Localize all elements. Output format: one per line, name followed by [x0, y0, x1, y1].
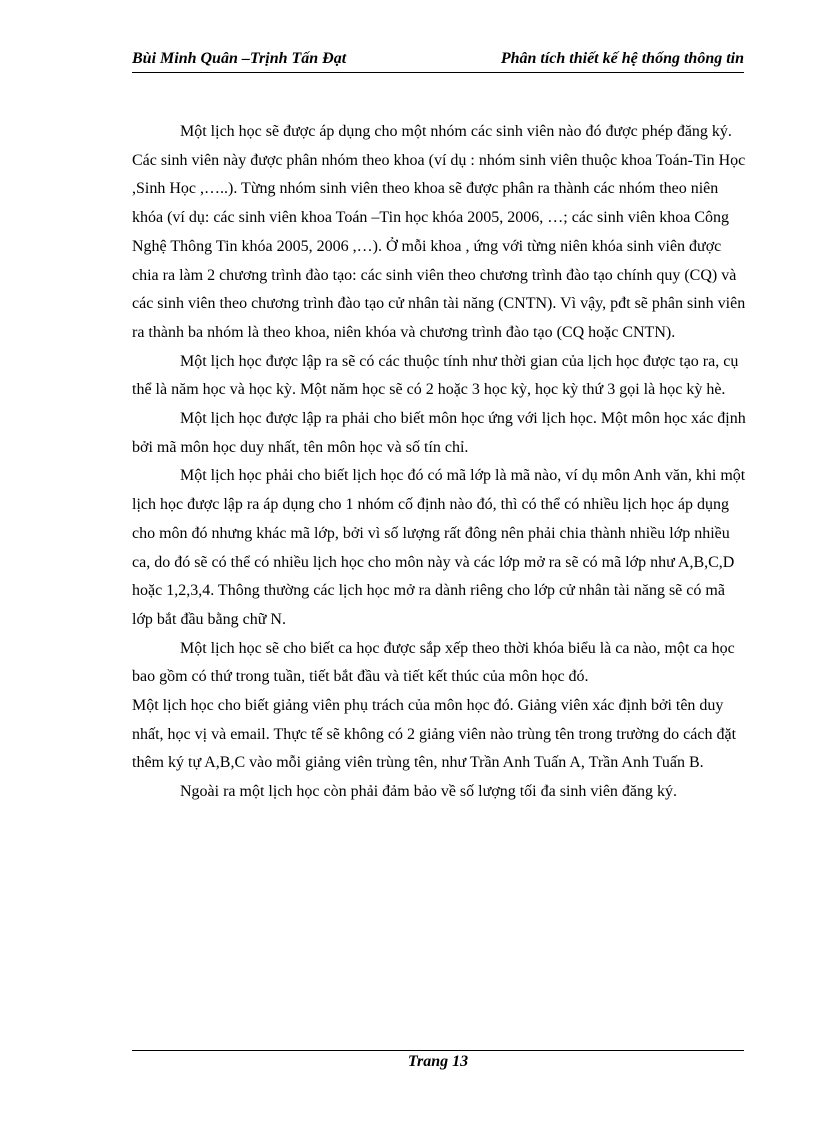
- page-number: Trang 13: [407, 1053, 469, 1070]
- header-title: Phân tích thiết kế hệ thống thông tin: [500, 50, 744, 67]
- paragraph-student-groups: Một lịch học sẽ được áp dụng cho một nhóm các sinh viên nào đó được phép đăng ký. Các sinh viên này được phân nhóm theo khoa (ví dụ : nhóm sinh viên thuộc khoa Toán-Tin Học ,Sinh Học ,…..). Từng nhóm sinh viên theo khoa sẽ được phân ra thành các nhóm theo niên khóa (ví dụ: các sinh viên khoa Toán –Tin học khóa 2005, 2006, …; các sinh viên khoa Công Nghệ Thông Tin khóa 2005, 2006 ,…). Ở mỗi khoa , ứng với từng niên khóa sinh viên được chia ra làm 2 chương trình đào tạo: các sinh viên theo chương trình đào tạo chính quy (CQ) và các sinh viên theo chương trình đào tạo cử nhân tài năng (CNTN). Vì vậy, pđt sẽ phân sinh viên ra thành ba nhóm là theo khoa, niên khóa và chương trình đào tạo (CQ hoặc CNTN).: [132, 123, 746, 341]
- paragraph-schedule-time: Một lịch học được lập ra sẽ có các thuộc tính như thời gian của lịch học được tạo ra, cụ thể là năm học và học kỳ. Một năm học sẽ có 2 hoặc 3 học kỳ, học kỳ thứ 3 gọi là học kỳ hè.: [132, 352, 739, 399]
- page-header: [132, 50, 744, 74]
- header-authors: Bùi Minh Quân –Trịnh Tấn Đạt: [132, 50, 347, 67]
- paragraph-capacity: Ngoài ra một lịch học còn phải đảm bảo về số lượng tối đa sinh viên đăng ký.: [180, 783, 678, 801]
- paragraph-lecturer: Một lịch học cho biết giảng viên phụ trách của môn học đó. Giảng viên xác định bởi tên duy nhất, học vị và email. Thực tế sẽ không có 2 giảng viên nào trùng tên trong trường do cách đặt thêm ký tự A,B,C vào mỗi giảng viên trùng tên, như Trần Anh Tuấn A, Trần Anh Tuấn B.: [132, 697, 737, 772]
- document-body: [132, 118, 746, 807]
- footer-divider: [132, 1050, 744, 1051]
- header-divider: [132, 72, 744, 73]
- paragraph-class-code: Một lịch học phải cho biết lịch học đó có mã lớp là mã nào, ví dụ môn Anh văn, khi một lịch học được lập ra áp dụng cho 1 nhóm cố định nào đó, thì có thể có nhiều lịch học áp dụng cho môn đó nhưng khác mã lớp, bởi vì số lượng rất đông nên phải chia thành nhiều lớp nhiều ca, do đó sẽ có thể có nhiều lịch học cho môn này và các lớp mở ra sẽ có mã lớp như A,B,C,D hoặc 1,2,3,4. Thông thường các lịch học mở ra dành riêng cho lớp cử nhân tài năng sẽ có mã lớp bắt đầu bằng chữ N.: [132, 467, 746, 628]
- paragraph-session: Một lịch học sẽ cho biết ca học được sắp xếp theo thời khóa biểu là ca nào, một ca học bao gồm có thứ trong tuần, tiết bắt đầu và tiết kết thúc của môn học đó.: [132, 639, 735, 686]
- paragraph-course: Một lịch học được lập ra phải cho biết môn học ứng với lịch học. Một môn học xác định bởi mã môn học duy nhất, tên môn học và số tín chỉ.: [132, 410, 746, 456]
